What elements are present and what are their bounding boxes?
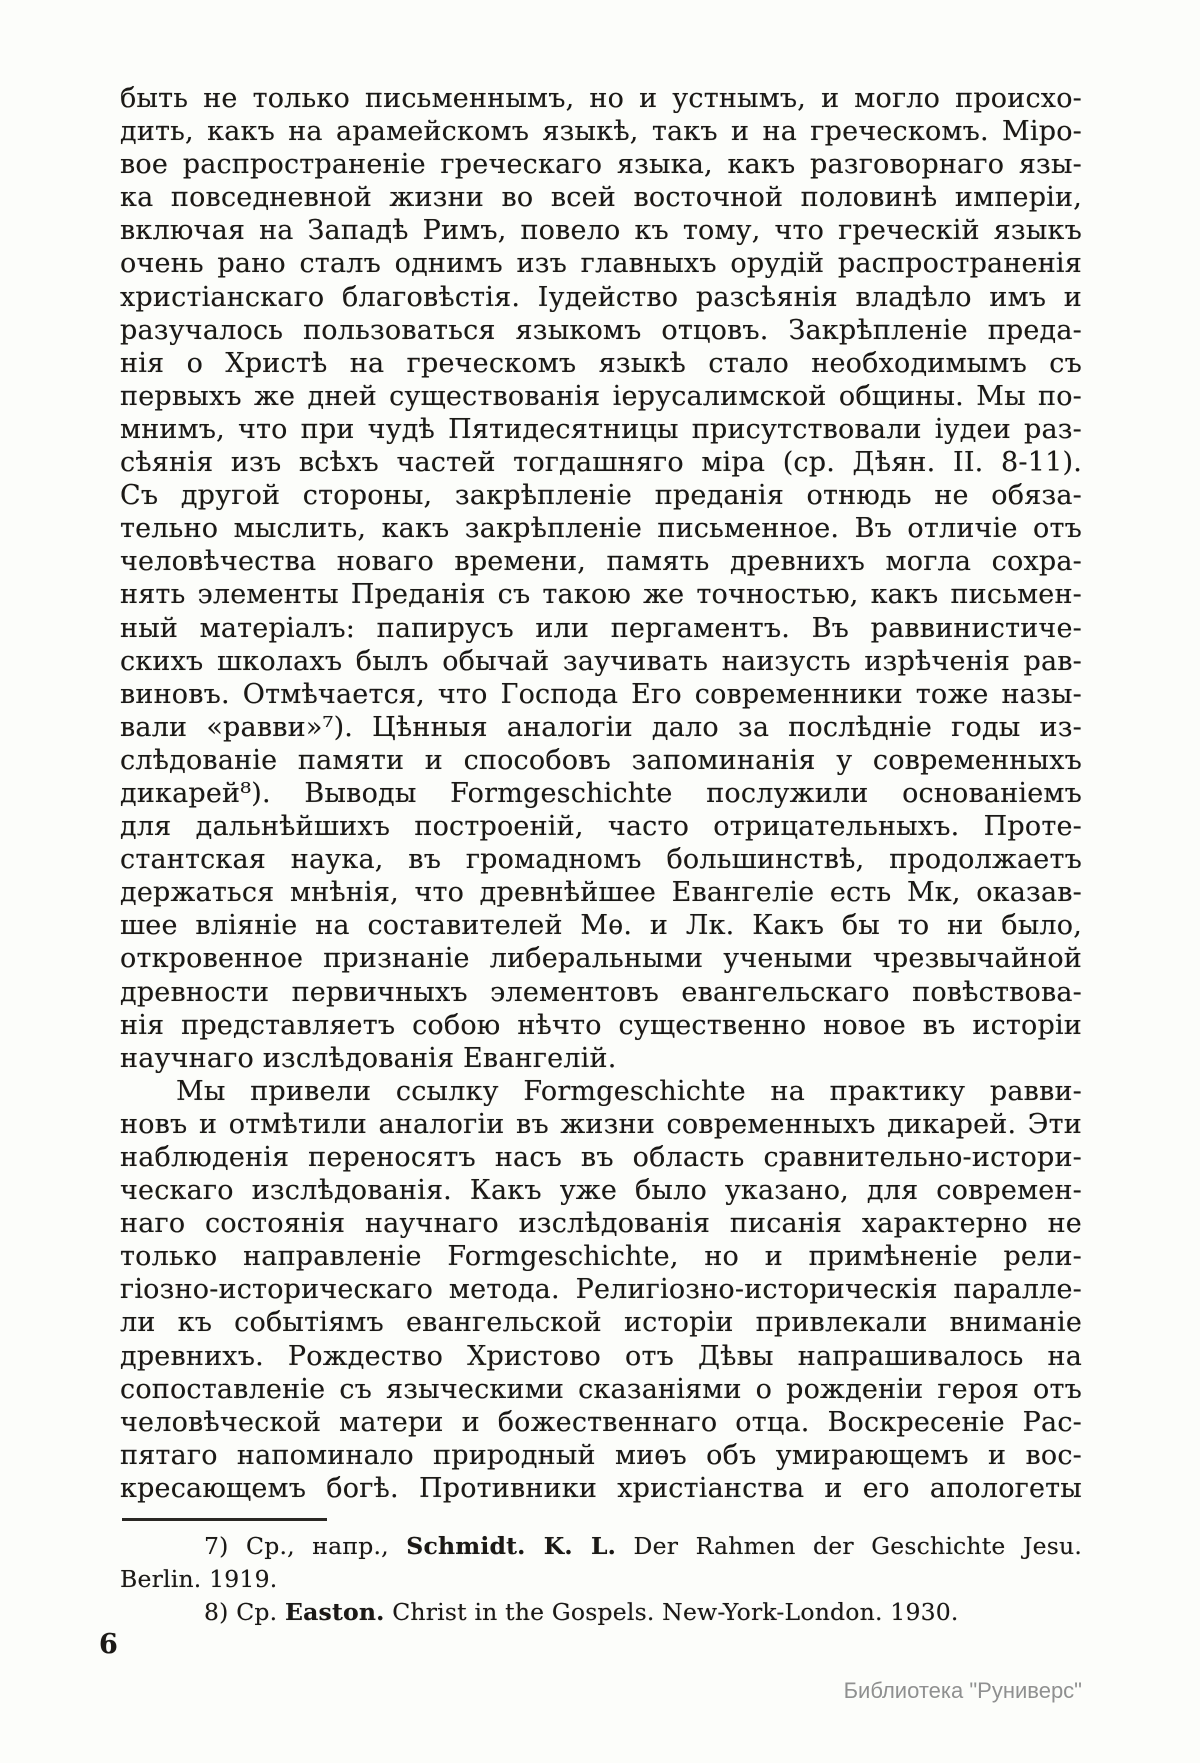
text-line — [120, 1472, 1082, 1505]
text-segment: наго состоянія научнаго изслѣдованія писанія характерно не — [120, 1208, 1082, 1240]
text-segment: вали «равви»⁷). Цѣнныя аналогіи дало за послѣдніе годы из- — [120, 711, 1082, 743]
text-line — [120, 810, 1082, 843]
text-segment: гіозно-историческаго метода. Религіозно-историческія паралле- — [120, 1274, 1082, 1306]
text-segment: сѣянія изъ всѣхъ частей тогдашняго міра (ср. Дѣян. II. 8-11). — [120, 447, 1082, 479]
text-segment: Christ in the Gospels. New-York-London. 1930. — [384, 1598, 959, 1626]
text-line — [120, 314, 1082, 347]
text-line — [120, 612, 1082, 645]
text-line — [120, 1373, 1082, 1406]
text-line — [120, 1273, 1082, 1306]
text-segment: нять элементы Преданія съ такою же точностью, какъ письмен- — [120, 579, 1082, 611]
text-line — [120, 1240, 1082, 1273]
text-segment: шее вліяніе на составителей Мѳ. и Лк. Какъ бы то ни было, — [120, 910, 1082, 942]
text-segment: Съ другой стороны, закрѣпленіе преданія отнюдь не обяза- — [120, 480, 1082, 512]
text-segment: человѣческой матери и божественнаго отца. Воскресеніе Рас- — [120, 1406, 1082, 1438]
text-line — [120, 446, 1082, 479]
text-segment: первыхъ же дней существованія іерусалимской общины. Мы по- — [120, 380, 1082, 412]
text-line — [120, 976, 1082, 1009]
text-line — [120, 82, 1082, 115]
text-segment: мнимъ, что при чудѣ Пятидесятницы присутствовали іудеи раз- — [120, 413, 1082, 445]
text-line — [120, 1108, 1082, 1141]
text-line — [120, 413, 1082, 446]
text-segment: Мы привели ссылку Formgeschichte на практику равви- — [176, 1075, 1082, 1107]
text-segment: ка повседневной жизни во всей восточной половинѣ имперіи, — [120, 182, 1082, 214]
body-text — [120, 82, 1082, 1505]
text-segment: древности первичныхъ элементовъ евангельскаго повѣствова- — [120, 976, 1082, 1008]
text-line — [120, 645, 1082, 678]
text-segment: нія представляетъ собою нѣчто существенно новое въ исторіи — [120, 1009, 1082, 1041]
text-line — [120, 744, 1082, 777]
bold-text: Schmidt. K. L. — [406, 1532, 617, 1560]
text-segment: христіанскаго благовѣстія. Іудейство разсѣянія владѣло имъ и — [120, 281, 1082, 313]
text-segment: откровенное признаніе либеральными учеными чрезвычайной — [120, 943, 1082, 975]
text-segment: наблюденія переносятъ насъ въ область сравнительно-истори- — [120, 1142, 1082, 1173]
text-line — [120, 942, 1082, 975]
text-segment: нія о Христѣ на греческомъ языкѣ стало необходимымъ съ — [120, 347, 1082, 379]
text-segment: быть не только письменнымъ, но и устнымъ, и могло происхо- — [120, 83, 1082, 114]
text-segment: только направленіе Formgeschichte, но и примѣненіе рели- — [120, 1241, 1082, 1273]
footnote-separator — [122, 1518, 327, 1521]
text-line — [120, 1306, 1082, 1339]
text-line — [120, 380, 1082, 413]
text-segment: пятаго напоминало природный миѳъ объ умирающемъ и вос- — [120, 1439, 1082, 1471]
text-line — [120, 347, 1082, 380]
text-segment: ческаго изслѣдованія. Какъ уже было указано, для современ- — [120, 1175, 1082, 1207]
text-segment: разучалось пользоваться языкомъ отцовъ. Закрѣпленіе преда- — [120, 314, 1082, 346]
bold-text: Easton. — [284, 1598, 385, 1626]
text-line — [120, 512, 1082, 545]
text-line — [120, 281, 1082, 314]
text-line — [120, 1207, 1082, 1240]
text-line — [120, 1340, 1082, 1373]
text-line — [120, 1596, 1082, 1629]
text-line — [120, 876, 1082, 909]
text-segment: новъ и отмѣтили аналогіи въ жизни современныхъ дикарей. Эти — [120, 1108, 1082, 1140]
text-line — [120, 1439, 1082, 1472]
text-segment: древнихъ. Рождество Христово отъ Дѣвы напрашивалось на — [120, 1340, 1082, 1372]
text-segment: дить, какъ на арамейскомъ языкѣ, такъ и на греческомъ. Міро- — [120, 116, 1082, 148]
text-segment: 7) Ср., напр., — [204, 1532, 407, 1560]
text-line — [120, 479, 1082, 512]
text-segment: вое распространеніе греческаго языка, какъ разговорнаго язы- — [120, 149, 1082, 181]
watermark: Библиотека "Руниверс" — [843, 1678, 1082, 1703]
page-number: 6 — [99, 1629, 118, 1660]
text-line — [120, 115, 1082, 148]
text-line — [120, 545, 1082, 578]
text-line — [120, 214, 1082, 247]
text-segment: слѣдованіе памяти и способовъ запоминанія у современныхъ — [120, 744, 1082, 776]
text-segment: виновъ. Отмѣчается, что Господа Его современники тоже назы- — [120, 678, 1082, 710]
text-segment: ли къ событіямъ евангельской исторіи привлекали вниманіе — [120, 1307, 1082, 1339]
text-segment: очень рано сталъ однимъ изъ главныхъ орудій распространенія — [120, 248, 1082, 280]
text-segment: для дальнѣйшихъ построеній, часто отрицательныхъ. Проте- — [120, 811, 1082, 843]
text-line — [120, 148, 1082, 181]
text-line — [120, 1406, 1082, 1439]
text-segment: 8) Ср. — [204, 1598, 285, 1626]
text-segment: человѣчества новаго времени, память древнихъ могла сохра- — [120, 546, 1082, 578]
text-segment: скихъ школахъ былъ обычай заучивать наизусть изрѣченія рав- — [120, 645, 1082, 677]
text-line — [120, 777, 1082, 810]
text-line — [120, 1075, 1082, 1108]
text-line — [120, 1042, 1082, 1075]
text-segment: сопоставленіе съ языческими сказаніями о рожденіи героя отъ — [120, 1373, 1082, 1405]
text-line — [120, 1009, 1082, 1042]
text-segment: стантская наука, въ громадномъ большинствѣ, продолжаетъ — [120, 844, 1082, 876]
text-segment: научнаго изслѣдованія Евангелій. — [120, 1042, 617, 1074]
text-line — [120, 578, 1082, 611]
text-segment: дикарей⁸). Выводы Formgeschichte послужили основаніемъ — [120, 777, 1082, 809]
text-line — [120, 247, 1082, 280]
text-segment: Der Rahmen der Geschichte Jesu. — [616, 1532, 1082, 1560]
text-segment: включая на Западѣ Римъ, повело къ тому, что греческій языкъ — [120, 215, 1082, 247]
text-line — [120, 909, 1082, 942]
text-line — [120, 1174, 1082, 1207]
text-segment: держаться мнѣнія, что древнѣйшее Евангеліе есть Мк, оказав- — [120, 877, 1082, 909]
text-segment: кресающемъ богѣ. Противники христіанства и его апологеты — [120, 1472, 1082, 1504]
text-segment: ный матеріалъ: папирусъ или пергаментъ. Въ раввинистиче- — [120, 612, 1082, 644]
text-segment: Berlin. 1919. — [120, 1565, 278, 1593]
text-line — [120, 181, 1082, 214]
text-segment: тельно мыслить, какъ закрѣпленіе письменное. Въ отличіе отъ — [120, 513, 1082, 545]
text-line — [120, 678, 1082, 711]
text-line — [120, 1563, 1082, 1596]
footnotes — [120, 1530, 1082, 1629]
text-line — [120, 1530, 1082, 1563]
text-line — [120, 1141, 1082, 1174]
text-line — [120, 711, 1082, 744]
text-line — [120, 843, 1082, 876]
